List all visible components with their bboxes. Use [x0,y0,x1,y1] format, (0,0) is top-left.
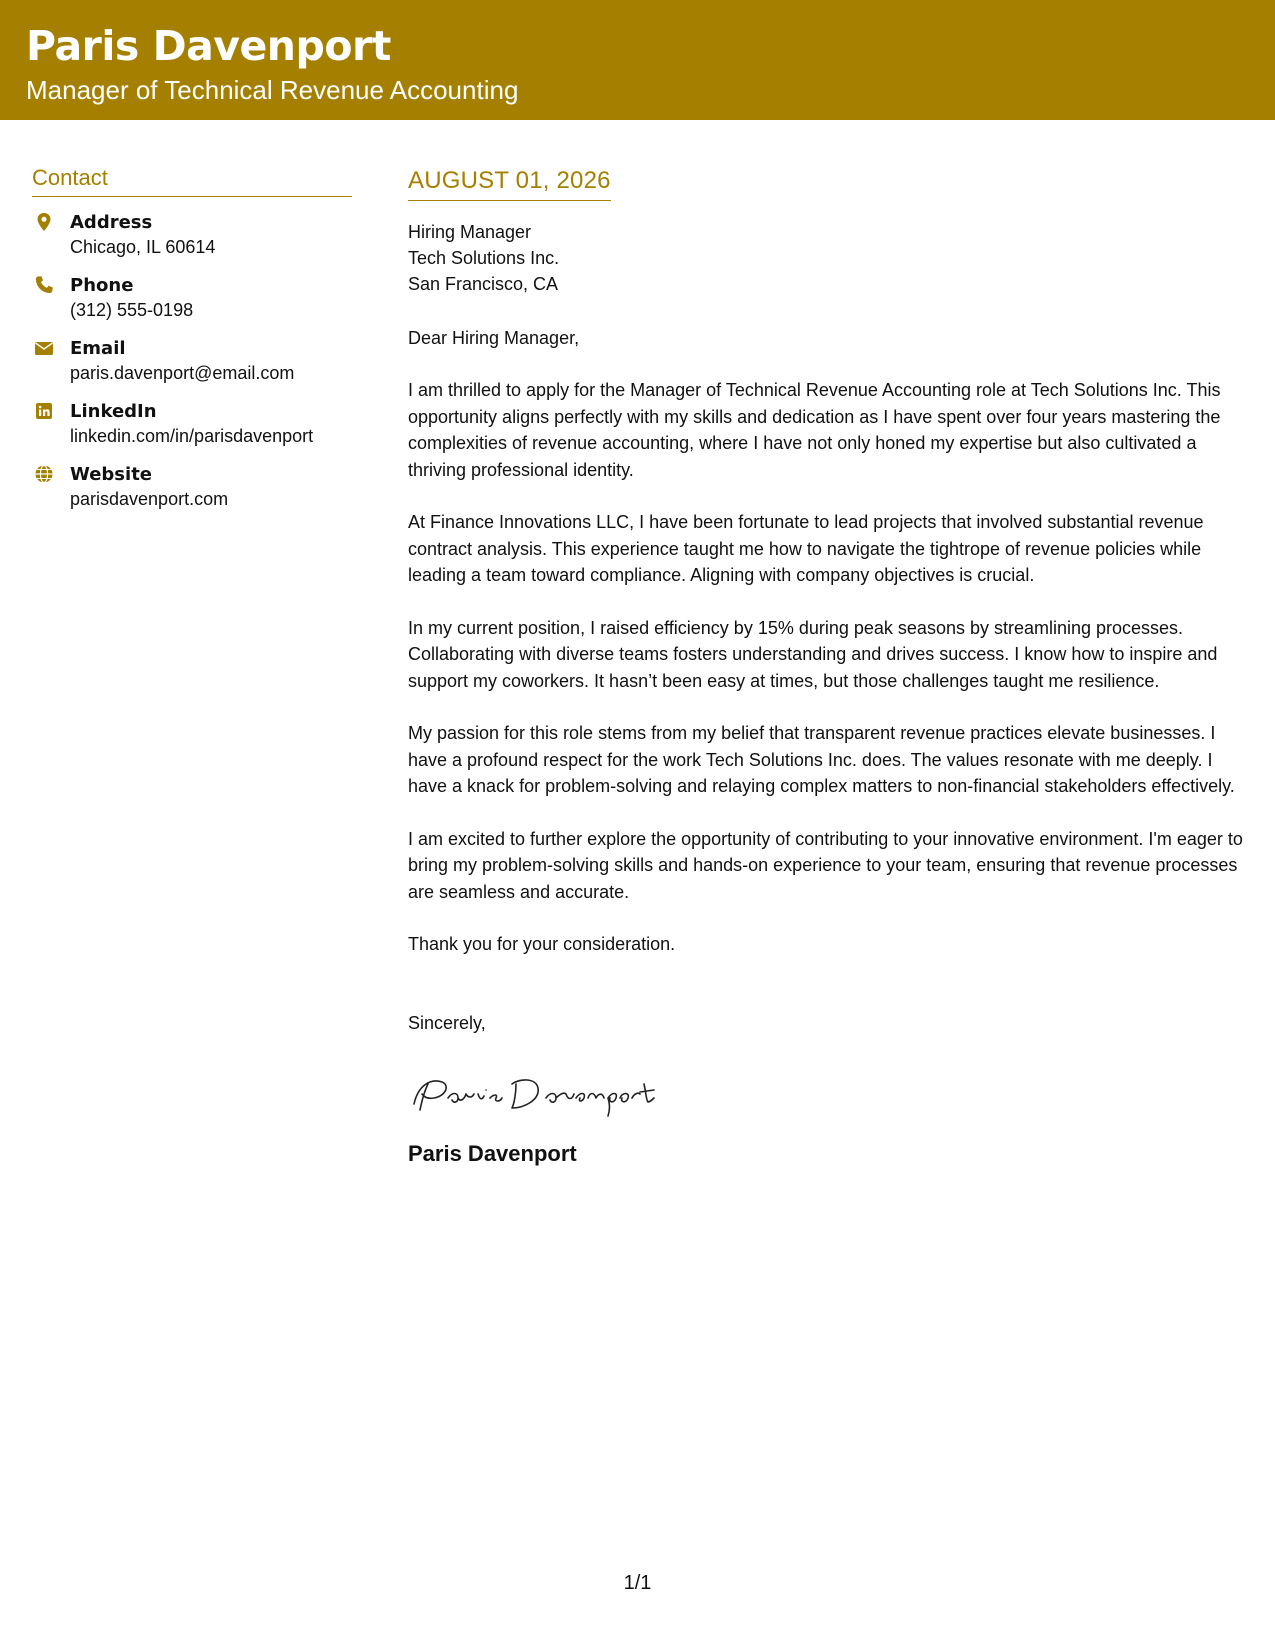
recipient-line: Tech Solutions Inc. [408,248,560,268]
contact-label: Phone [70,275,134,296]
letter-paragraph: I am excited to further explore the opportunity of contributing to your innovative environment. I'm eager to bring my problem-solving skills and hands-on experience to your team, ensuring that revenue processes are seamless and accurate. [408,828,1243,902]
contact-item-email [32,337,352,400]
recipient-block [408,219,1248,297]
contact-list [32,211,352,526]
signature-name: Paris Davenport [408,1140,577,1166]
letter-paragraph: At Finance Innovations LLC, I have been fortunate to lead projects that involved substantial revenue contract analysis. This experience taught me how to navigate the tightrope of revenue policies while leading a team toward compliance. Aligning with company objectives is crucial. [408,512,1204,585]
letter-body [408,166,1248,1168]
letter-paragraph: In my current position, I raised efficiency by 15% during peak seasons by streamlining processes. Collaborating with diverse teams fosters understanding and drives success. I know how to inspire and support my coworkers. It hasn’t been easy at times, but those challenges taught me resilience. [408,617,1218,691]
header-banner [0,0,1275,120]
handwritten-signature [408,1064,1248,1124]
contact-label: Address [70,212,153,233]
linkedin-value[interactable]: linkedin.com/in/parisdavenport [70,426,314,446]
email-value[interactable]: paris.davenport@email.com [70,363,295,383]
page-number: 1/1 [623,1572,652,1594]
linkedin-icon [34,401,54,421]
contact-label: LinkedIn [70,401,157,422]
job-title: Manager of Technical Revenue Accounting [26,75,519,105]
globe-icon [34,464,54,484]
contact-item-phone [32,274,352,337]
letter-paragraph: My passion for this role stems from my belief that transparent revenue practices elevate businesses. I have a profound respect for the work Tech Solutions Inc. does. The values resonate with me deeply. I have a knack for problem-solving and relaying complex matters to non-financial stakeholders effectively. [408,723,1235,796]
contact-label: Email [70,338,126,359]
contact-item-website [32,463,352,526]
recipient-line: San Francisco, CA [408,274,559,294]
recipient-line: Hiring Manager [408,222,532,242]
contact-heading: Contact [32,164,352,197]
contact-label: Website [70,464,153,485]
applicant-name: Paris Davenport [26,22,391,70]
address-value: Chicago, IL 60614 [70,237,216,257]
phone-icon [34,275,54,295]
phone-value: (312) 555-0198 [70,300,194,320]
envelope-icon [34,338,54,358]
contact-sidebar [32,164,352,526]
letter-paragraph: Thank you for your consideration. [408,934,676,954]
contact-item-linkedin [32,400,352,463]
greeting: Dear Hiring Manager, [408,328,580,348]
letter-date: AUGUST 01, 2026 [408,166,611,201]
letter-paragraph: I am thrilled to apply for the Manager of Technical Revenue Accounting role at Tech Solutions Inc. This opportunity aligns perfectly with my skills and dedication as I have spent over four years mastering the complexities of revenue accounting, where I have not only honed my expertise but also cultivated a thriving professional identity. [408,380,1221,480]
website-value[interactable]: parisdavenport.com [70,489,229,509]
map-pin-icon [34,212,54,232]
closing: Sincerely, [408,1012,486,1033]
contact-item-address [32,211,352,274]
